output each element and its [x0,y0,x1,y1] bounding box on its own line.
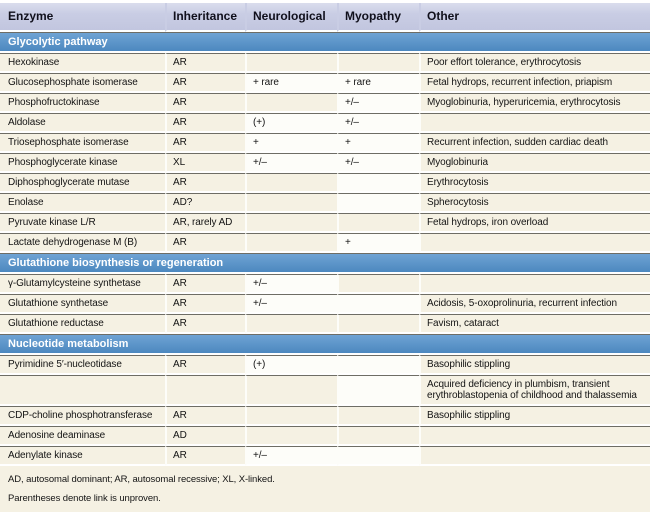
enzyme-cell: Pyruvate kinase L/R [0,213,165,233]
inheritance-cell: AD [165,426,245,446]
other-cell [419,113,650,133]
table-row [0,173,650,193]
column-header-inheritance: Inheritance [165,3,245,32]
other-cell: Acquired deficiency in plumbism, transient erythroblastopenia of childhood and thalassemia [419,375,650,406]
neurological-cell [245,93,337,113]
table-row [0,294,650,314]
section-header-row [0,32,650,53]
other-cell: Acidosis, 5-oxoprolinuria, recurrent infection [419,294,650,314]
other-cell: Basophilic stippling [419,406,650,426]
table-row [0,193,650,213]
inheritance-cell: XL [165,153,245,173]
myopathy-cell [337,213,419,233]
myopathy-cell [337,314,419,334]
column-header-other: Other [419,3,650,32]
other-cell: Myoglobinuria, hyperuricemia, erythrocytosis [419,93,650,113]
myopathy-cell [337,426,419,446]
other-cell: Fetal hydrops, iron overload [419,213,650,233]
table-row [0,53,650,73]
inheritance-cell: AR [165,355,245,375]
myopathy-cell [337,375,419,406]
section-title: Nucleotide metabolism [0,334,650,355]
myopathy-cell [337,193,419,213]
inheritance-cell [165,375,245,406]
myopathy-cell [337,446,419,466]
inheritance-cell: AR [165,173,245,193]
inheritance-cell: AR [165,406,245,426]
inheritance-cell: AD? [165,193,245,213]
enzyme-cell: γ-Glutamylcysteine synthetase [0,274,165,294]
table-row [0,133,650,153]
neurological-cell [245,375,337,406]
inheritance-cell: AR [165,53,245,73]
table-row [0,233,650,253]
neurological-cell: + rare [245,73,337,93]
footnote-parentheses: Parentheses denote link is unproven. [8,493,161,504]
neurological-cell [245,426,337,446]
enzyme-cell: Adenosine deaminase [0,426,165,446]
section-header-row [0,334,650,355]
table-row [0,93,650,113]
inheritance-cell: AR [165,233,245,253]
enzyme-table [0,3,650,466]
other-cell: Fetal hydrops, recurrent infection, priapism [419,73,650,93]
table-row [0,274,650,294]
section-title: Glycolytic pathway [0,32,650,53]
inheritance-cell: AR [165,133,245,153]
column-header-neurological: Neurological [245,3,337,32]
table-row [0,426,650,446]
enzyme-table-body [0,32,650,466]
other-cell [419,233,650,253]
myopathy-cell [337,406,419,426]
inheritance-cell: AR [165,294,245,314]
neurological-cell [245,173,337,193]
enzyme-cell [0,375,165,406]
myopathy-cell: +/– [337,153,419,173]
inheritance-cell: AR [165,274,245,294]
enzyme-cell: Hexokinase [0,53,165,73]
other-cell: Poor effort tolerance, erythrocytosis [419,53,650,73]
other-cell: Myoglobinuria [419,153,650,173]
neurological-cell: +/– [245,446,337,466]
neurological-cell: +/– [245,274,337,294]
other-cell: Favism, cataract [419,314,650,334]
neurological-cell [245,406,337,426]
enzyme-cell: Glucosephosphate isomerase [0,73,165,93]
column-header-enzyme: Enzyme [0,3,165,32]
neurological-cell [245,314,337,334]
neurological-cell: (+) [245,355,337,375]
myopathy-cell: + rare [337,73,419,93]
myopathy-cell [337,294,419,314]
neurological-cell: +/– [245,294,337,314]
table-row [0,213,650,233]
myopathy-cell: +/– [337,113,419,133]
other-cell: Erythrocytosis [419,173,650,193]
enzyme-cell: Pyrimidine 5′-nucleotidase [0,355,165,375]
enzyme-cell: Adenylate kinase [0,446,165,466]
neurological-cell: + [245,133,337,153]
inheritance-cell: AR [165,113,245,133]
myopathy-cell: + [337,233,419,253]
table-row [0,314,650,334]
other-cell: Spherocytosis [419,193,650,213]
enzyme-cell: Phosphofructokinase [0,93,165,113]
table-footnotes [0,466,650,504]
myopathy-cell [337,355,419,375]
column-header-myopathy: Myopathy [337,3,419,32]
inheritance-cell: AR [165,446,245,466]
enzyme-cell: Aldolase [0,113,165,133]
section-header-row [0,253,650,274]
neurological-cell [245,213,337,233]
inheritance-cell: AR, rarely AD [165,213,245,233]
myopathy-cell [337,173,419,193]
enzyme-cell: Glutathione synthetase [0,294,165,314]
myopathy-cell: + [337,133,419,153]
enzyme-cell: Diphosphoglycerate mutase [0,173,165,193]
myopathy-cell [337,53,419,73]
neurological-cell [245,233,337,253]
footnote-abbreviations: AD, autosomal dominant; AR, autosomal recessive; XL, X-linked. [8,474,275,485]
section-title: Glutathione biosynthesis or regeneration [0,253,650,274]
myopathy-cell: +/– [337,93,419,113]
table-row [0,446,650,466]
enzyme-cell: Lactate dehydrogenase M (B) [0,233,165,253]
inheritance-cell: AR [165,93,245,113]
other-cell [419,446,650,466]
neurological-cell: +/– [245,153,337,173]
neurological-cell: (+) [245,113,337,133]
neurological-cell [245,193,337,213]
neurological-cell [245,53,337,73]
other-cell [419,426,650,446]
table-row [0,73,650,93]
enzyme-cell: Phosphoglycerate kinase [0,153,165,173]
enzyme-cell: Triosephosphate isomerase [0,133,165,153]
inheritance-cell: AR [165,314,245,334]
table-row [0,375,650,406]
other-cell: Recurrent infection, sudden cardiac death [419,133,650,153]
other-cell: Basophilic stippling [419,355,650,375]
myopathy-cell [337,274,419,294]
enzyme-cell: Glutathione reductase [0,314,165,334]
table-header-row [0,3,650,32]
table-row [0,355,650,375]
table-row [0,153,650,173]
table-row [0,113,650,133]
other-cell [419,274,650,294]
table-row [0,406,650,426]
inheritance-cell: AR [165,73,245,93]
enzyme-cell: CDP-choline phosphotransferase [0,406,165,426]
enzyme-cell: Enolase [0,193,165,213]
